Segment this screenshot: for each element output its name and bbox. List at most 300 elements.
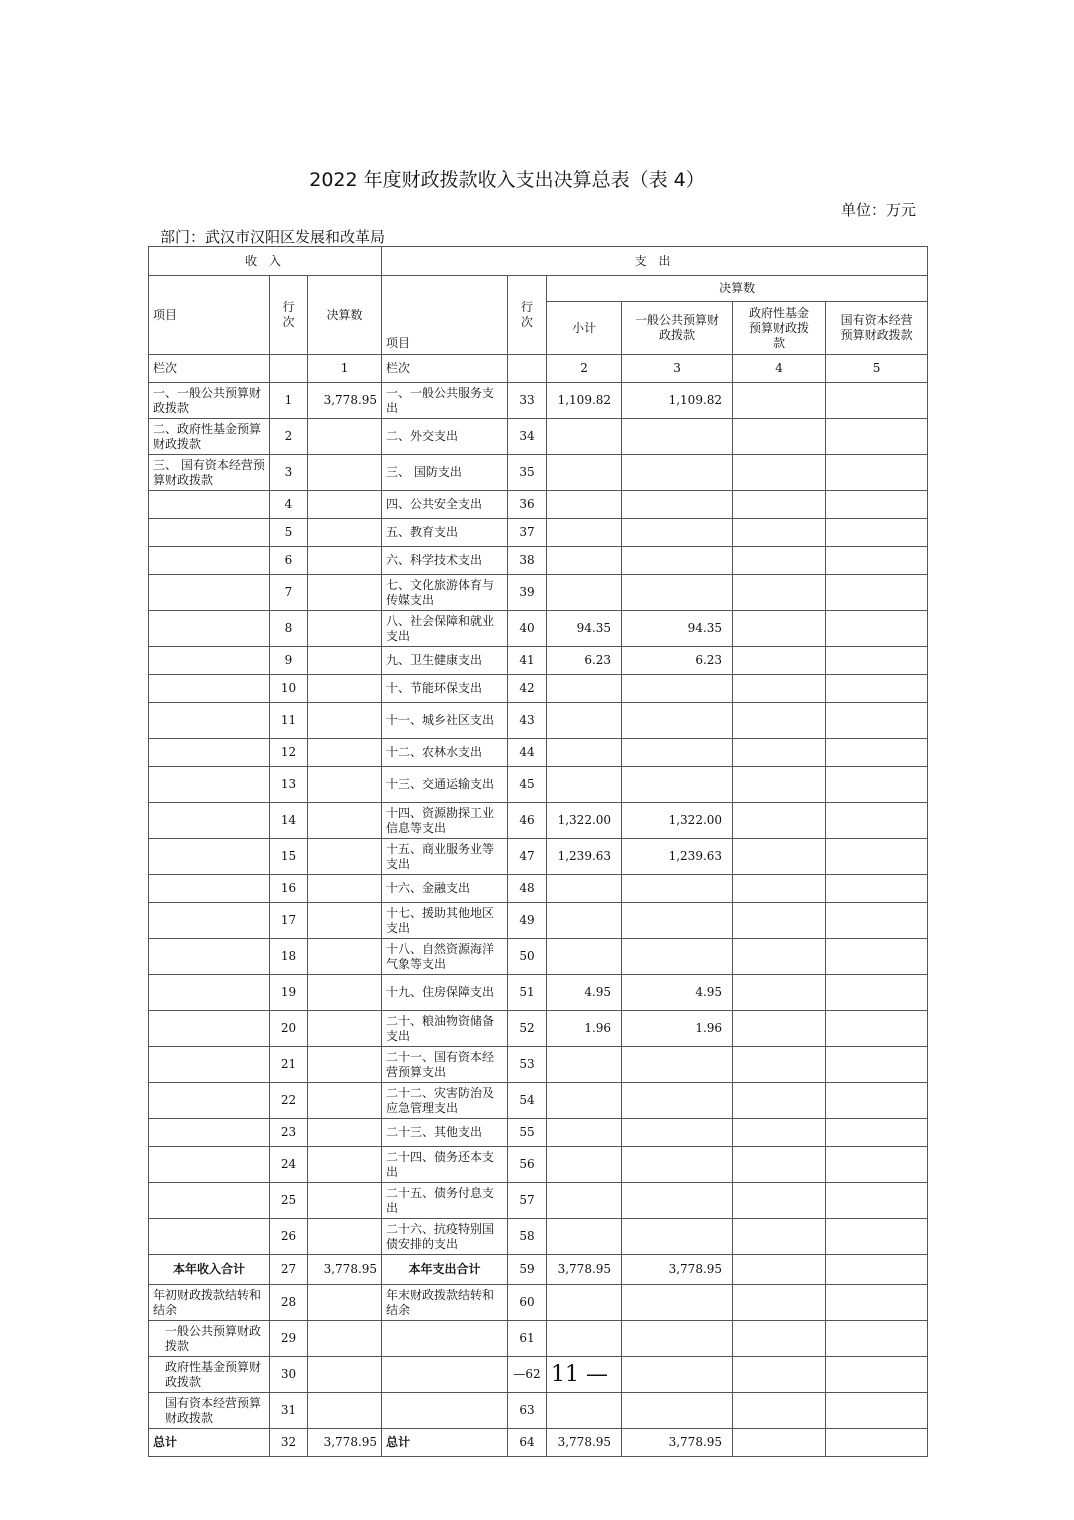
income-item bbox=[149, 939, 270, 975]
empty-cell bbox=[308, 1357, 382, 1393]
income-row-no: 13 bbox=[270, 767, 308, 803]
column-number-row bbox=[149, 355, 928, 383]
state-capital-amount bbox=[826, 875, 928, 903]
expenditure-item: 二十、粮油物资储备支出 bbox=[382, 1011, 508, 1047]
income-amount bbox=[308, 703, 382, 739]
income-amount bbox=[308, 575, 382, 611]
expenditure-row-no: 52 bbox=[508, 1011, 547, 1047]
income-amount bbox=[308, 875, 382, 903]
expenditure-row-no: 57 bbox=[508, 1183, 547, 1219]
table-row bbox=[149, 1047, 928, 1083]
income-row-no: 17 bbox=[270, 903, 308, 939]
state-capital-amount bbox=[826, 839, 928, 875]
general-budget-amount bbox=[622, 739, 733, 767]
empty-cell bbox=[622, 1285, 733, 1321]
income-item bbox=[149, 675, 270, 703]
empty-cell bbox=[733, 1285, 826, 1321]
income-item bbox=[149, 611, 270, 647]
expenditure-carry-item bbox=[382, 1321, 508, 1357]
expenditure-row-no: 42 bbox=[508, 675, 547, 703]
income-amount-header: 决算数 bbox=[308, 276, 382, 355]
header-row-2 bbox=[149, 276, 928, 302]
income-row-no: 8 bbox=[270, 611, 308, 647]
subtotal-amount bbox=[547, 1083, 622, 1119]
general-budget-amount bbox=[622, 1147, 733, 1183]
expenditure-row-no: 48 bbox=[508, 875, 547, 903]
general-budget-amount bbox=[622, 1219, 733, 1255]
expenditure-carry-row-no: 63 bbox=[508, 1393, 547, 1429]
expenditure-row-no: 53 bbox=[508, 1047, 547, 1083]
col-number-3: 3 bbox=[622, 355, 733, 383]
gov-fund-amount bbox=[733, 739, 826, 767]
general-budget-amount: 1,109.82 bbox=[622, 383, 733, 419]
carry-over-row bbox=[149, 1321, 928, 1357]
general-budget-amount bbox=[622, 491, 733, 519]
empty-cell bbox=[733, 1429, 826, 1457]
empty-cell bbox=[826, 1255, 928, 1285]
grand-total-row bbox=[149, 1429, 928, 1457]
state-capital-amount bbox=[826, 975, 928, 1011]
gov-fund-amount bbox=[733, 1183, 826, 1219]
expenditure-grand-total-general: 3,778.95 bbox=[622, 1429, 733, 1457]
income-carry-item: 一般公共预算财政拨款 bbox=[149, 1321, 270, 1357]
expenditure-row-no: 55 bbox=[508, 1119, 547, 1147]
col-number-2: 2 bbox=[547, 355, 622, 383]
income-item bbox=[149, 1011, 270, 1047]
income-row-no: 12 bbox=[270, 739, 308, 767]
state-capital-amount bbox=[826, 1147, 928, 1183]
income-row-no: 24 bbox=[270, 1147, 308, 1183]
expenditure-grand-total-label: 总计 bbox=[382, 1429, 508, 1457]
subtotal-amount bbox=[547, 491, 622, 519]
final-accounts-table bbox=[148, 246, 928, 1457]
income-item bbox=[149, 875, 270, 903]
expenditure-row-no: 36 bbox=[508, 491, 547, 519]
income-row-no: 23 bbox=[270, 1119, 308, 1147]
expenditure-row-no: 51 bbox=[508, 975, 547, 1011]
state-capital-amount bbox=[826, 903, 928, 939]
final-amount-group-header: 决算数 bbox=[547, 276, 928, 302]
subtotal-amount bbox=[547, 675, 622, 703]
unit-label: 单位：万元 bbox=[840, 201, 916, 219]
expenditure-row-no: 33 bbox=[508, 383, 547, 419]
state-capital-amount bbox=[826, 383, 928, 419]
expenditure-carry-item: 年末财政拨款结转和结余 bbox=[382, 1285, 508, 1321]
expenditure-grand-total-subtotal: 3,778.95 bbox=[547, 1429, 622, 1457]
gov-fund-amount bbox=[733, 1119, 826, 1147]
table-row bbox=[149, 903, 928, 939]
subtotal-amount bbox=[547, 455, 622, 491]
empty-cell bbox=[547, 1321, 622, 1357]
table-row bbox=[149, 1083, 928, 1119]
empty-cell bbox=[826, 1429, 928, 1457]
state-capital-amount bbox=[826, 519, 928, 547]
income-amount bbox=[308, 611, 382, 647]
income-carry-item: 国有资本经营预算财政拨款 bbox=[149, 1393, 270, 1429]
income-row-no: 10 bbox=[270, 675, 308, 703]
income-item bbox=[149, 1147, 270, 1183]
expenditure-row-no: 40 bbox=[508, 611, 547, 647]
subtotal-amount bbox=[547, 767, 622, 803]
gov-fund-amount bbox=[733, 1147, 826, 1183]
subtotal-amount bbox=[547, 1119, 622, 1147]
col-label: 栏次 bbox=[382, 355, 508, 383]
subtotal-amount: 1,239.63 bbox=[547, 839, 622, 875]
income-item bbox=[149, 839, 270, 875]
gov-fund-amount bbox=[733, 803, 826, 839]
income-carry-item: 年初财政拨款结转和结余 bbox=[149, 1285, 270, 1321]
table-row bbox=[149, 739, 928, 767]
general-budget-amount bbox=[622, 675, 733, 703]
expenditure-row-no: 56 bbox=[508, 1147, 547, 1183]
income-header: 收 入 bbox=[149, 247, 382, 276]
income-item: 一、一般公共预算财政拨款 bbox=[149, 383, 270, 419]
expenditure-item: 六、科学技术支出 bbox=[382, 547, 508, 575]
carry-over-row bbox=[149, 1285, 928, 1321]
empty-cell bbox=[622, 1357, 733, 1393]
income-row-no: 21 bbox=[270, 1047, 308, 1083]
income-item bbox=[149, 1083, 270, 1119]
expenditure-row-no: 45 bbox=[508, 767, 547, 803]
subtotal-amount bbox=[547, 519, 622, 547]
expenditure-row-no: 34 bbox=[508, 419, 547, 455]
state-capital-amount bbox=[826, 703, 928, 739]
general-budget-amount bbox=[622, 875, 733, 903]
expenditure-row-no: 47 bbox=[508, 839, 547, 875]
income-row-no: 6 bbox=[270, 547, 308, 575]
gov-fund-amount bbox=[733, 383, 826, 419]
gov-fund-amount bbox=[733, 839, 826, 875]
income-carry-row-no: 29 bbox=[270, 1321, 308, 1357]
subtotal-amount bbox=[547, 1219, 622, 1255]
subtotal-header: 小计 bbox=[547, 302, 622, 355]
table-row bbox=[149, 875, 928, 903]
empty-cell bbox=[733, 1393, 826, 1429]
expenditure-row-no: 49 bbox=[508, 903, 547, 939]
expenditure-carry-row-no: —62 bbox=[508, 1357, 547, 1393]
gov-fund-amount bbox=[733, 975, 826, 1011]
expenditure-item-header: 项目 bbox=[382, 276, 508, 355]
state-capital-amount bbox=[826, 1119, 928, 1147]
subtotal-amount bbox=[547, 575, 622, 611]
table-row bbox=[149, 647, 928, 675]
expenditure-row-no: 50 bbox=[508, 939, 547, 975]
general-budget-amount: 94.35 bbox=[622, 611, 733, 647]
gov-fund-header: 政府性基金预算财政拨款 bbox=[733, 302, 826, 355]
income-amount bbox=[308, 1083, 382, 1119]
gov-fund-amount bbox=[733, 703, 826, 739]
gov-fund-amount bbox=[733, 1047, 826, 1083]
income-item bbox=[149, 519, 270, 547]
general-budget-amount bbox=[622, 1183, 733, 1219]
income-row-no: 11 bbox=[270, 703, 308, 739]
income-grand-total-label: 总计 bbox=[149, 1429, 270, 1457]
income-row-no: 9 bbox=[270, 647, 308, 675]
income-amount bbox=[308, 491, 382, 519]
totals-row bbox=[149, 1255, 928, 1285]
page-number: 11 — bbox=[551, 1361, 609, 1387]
expenditure-row-no: 35 bbox=[508, 455, 547, 491]
income-item bbox=[149, 975, 270, 1011]
expenditure-item: 九、卫生健康支出 bbox=[382, 647, 508, 675]
expenditure-row-no: 44 bbox=[508, 739, 547, 767]
income-row-no-header: 行次 bbox=[270, 276, 308, 355]
income-amount bbox=[308, 839, 382, 875]
income-row-no: 25 bbox=[270, 1183, 308, 1219]
expenditure-item: 二十六、抗疫特别国债安排的支出 bbox=[382, 1219, 508, 1255]
income-amount bbox=[308, 1183, 382, 1219]
subtotal-amount: 1.96 bbox=[547, 1011, 622, 1047]
income-row-no: 1 bbox=[270, 383, 308, 419]
income-amount bbox=[308, 975, 382, 1011]
expenditure-item: 十二、农林水支出 bbox=[382, 739, 508, 767]
expenditure-item: 十八、自然资源海洋气象等支出 bbox=[382, 939, 508, 975]
income-amount bbox=[308, 547, 382, 575]
col-number-1: 1 bbox=[308, 355, 382, 383]
empty-cell bbox=[308, 1393, 382, 1429]
income-amount: 3,778.95 bbox=[308, 383, 382, 419]
general-budget-amount: 1.96 bbox=[622, 1011, 733, 1047]
income-amount bbox=[308, 1219, 382, 1255]
state-capital-amount bbox=[826, 803, 928, 839]
table-row bbox=[149, 519, 928, 547]
income-row-no: 14 bbox=[270, 803, 308, 839]
empty-cell bbox=[733, 1255, 826, 1285]
expenditure-item: 七、文化旅游体育与传媒支出 bbox=[382, 575, 508, 611]
income-row-no: 7 bbox=[270, 575, 308, 611]
table-row bbox=[149, 675, 928, 703]
income-row-no: 3 bbox=[270, 455, 308, 491]
income-grand-total-amount: 3,778.95 bbox=[308, 1429, 382, 1457]
gov-fund-amount bbox=[733, 767, 826, 803]
income-carry-row-no: 28 bbox=[270, 1285, 308, 1321]
subtotal-amount bbox=[547, 703, 622, 739]
income-item bbox=[149, 767, 270, 803]
income-total-amount: 3,778.95 bbox=[308, 1255, 382, 1285]
empty-cell bbox=[547, 1285, 622, 1321]
table-row bbox=[149, 575, 928, 611]
income-amount bbox=[308, 1147, 382, 1183]
empty-cell bbox=[826, 1321, 928, 1357]
expenditure-total-general: 3,778.95 bbox=[622, 1255, 733, 1285]
subtotal-amount bbox=[547, 1147, 622, 1183]
empty-cell bbox=[308, 1321, 382, 1357]
subtotal-amount: 6.23 bbox=[547, 647, 622, 675]
income-item bbox=[149, 547, 270, 575]
subtotal-amount bbox=[547, 739, 622, 767]
expenditure-item: 二十五、债务付息支出 bbox=[382, 1183, 508, 1219]
state-capital-amount bbox=[826, 611, 928, 647]
general-budget-amount bbox=[622, 575, 733, 611]
expenditure-row-no: 39 bbox=[508, 575, 547, 611]
state-capital-amount bbox=[826, 455, 928, 491]
subtotal-amount bbox=[547, 419, 622, 455]
general-budget-amount bbox=[622, 939, 733, 975]
general-budget-amount bbox=[622, 455, 733, 491]
subtotal-amount bbox=[547, 939, 622, 975]
income-amount bbox=[308, 1047, 382, 1083]
table-row bbox=[149, 1147, 928, 1183]
expenditure-item: 二十二、灾害防治及应急管理支出 bbox=[382, 1083, 508, 1119]
income-item bbox=[149, 1183, 270, 1219]
income-amount bbox=[308, 647, 382, 675]
empty-cell bbox=[547, 1393, 622, 1429]
state-capital-amount bbox=[826, 575, 928, 611]
empty-cell bbox=[270, 355, 308, 383]
state-capital-amount bbox=[826, 767, 928, 803]
table-row bbox=[149, 491, 928, 519]
expenditure-item: 十七、援助其他地区支出 bbox=[382, 903, 508, 939]
subtotal-amount: 1,109.82 bbox=[547, 383, 622, 419]
expenditure-item: 一、一般公共服务支出 bbox=[382, 383, 508, 419]
income-item bbox=[149, 1047, 270, 1083]
empty-cell bbox=[733, 1357, 826, 1393]
income-item: 二、政府性基金预算财政拨款 bbox=[149, 419, 270, 455]
general-budget-amount bbox=[622, 1047, 733, 1083]
subtotal-amount bbox=[547, 875, 622, 903]
expenditure-item: 五、教育支出 bbox=[382, 519, 508, 547]
income-carry-item: 政府性基金预算财政拨款 bbox=[149, 1357, 270, 1393]
income-amount bbox=[308, 1119, 382, 1147]
income-row-no: 19 bbox=[270, 975, 308, 1011]
empty-cell bbox=[826, 1357, 928, 1393]
expenditure-item: 八、社会保障和就业支出 bbox=[382, 611, 508, 647]
table-row bbox=[149, 611, 928, 647]
table-row bbox=[149, 383, 928, 419]
table-row bbox=[149, 803, 928, 839]
income-carry-row-no: 30 bbox=[270, 1357, 308, 1393]
gov-fund-amount bbox=[733, 455, 826, 491]
expenditure-row-no: 37 bbox=[508, 519, 547, 547]
table-row bbox=[149, 975, 928, 1011]
expenditure-row-no: 54 bbox=[508, 1083, 547, 1119]
income-item bbox=[149, 1219, 270, 1255]
gov-fund-amount bbox=[733, 519, 826, 547]
income-amount bbox=[308, 419, 382, 455]
expenditure-total-label: 本年支出合计 bbox=[382, 1255, 508, 1285]
page-number-cell bbox=[547, 1357, 622, 1393]
income-amount bbox=[308, 767, 382, 803]
income-row-no: 15 bbox=[270, 839, 308, 875]
income-item-header: 项目 bbox=[149, 276, 270, 355]
expenditure-item: 四、公共安全支出 bbox=[382, 491, 508, 519]
income-amount bbox=[308, 519, 382, 547]
subtotal-amount bbox=[547, 1183, 622, 1219]
expenditure-item: 十三、交通运输支出 bbox=[382, 767, 508, 803]
empty-cell bbox=[622, 1321, 733, 1357]
income-row-no: 4 bbox=[270, 491, 308, 519]
general-budget-amount bbox=[622, 547, 733, 575]
table-row bbox=[149, 419, 928, 455]
income-row-no: 5 bbox=[270, 519, 308, 547]
empty-cell bbox=[826, 1285, 928, 1321]
income-amount bbox=[308, 739, 382, 767]
general-budget-amount bbox=[622, 1119, 733, 1147]
state-capital-header: 国有资本经营预算财政拨款 bbox=[826, 302, 928, 355]
income-row-no: 2 bbox=[270, 419, 308, 455]
income-item bbox=[149, 1119, 270, 1147]
income-row-no: 26 bbox=[270, 1219, 308, 1255]
state-capital-amount bbox=[826, 547, 928, 575]
general-budget-amount bbox=[622, 903, 733, 939]
expenditure-carry-row-no: 60 bbox=[508, 1285, 547, 1321]
expenditure-row-no: 46 bbox=[508, 803, 547, 839]
expenditure-row-no: 43 bbox=[508, 703, 547, 739]
gov-fund-amount bbox=[733, 419, 826, 455]
expenditure-header: 支 出 bbox=[382, 247, 928, 276]
gov-fund-amount bbox=[733, 1011, 826, 1047]
expenditure-carry-item bbox=[382, 1357, 508, 1393]
empty-cell bbox=[508, 355, 547, 383]
table-row bbox=[149, 939, 928, 975]
income-amount bbox=[308, 803, 382, 839]
subtotal-amount: 94.35 bbox=[547, 611, 622, 647]
general-budget-amount: 4.95 bbox=[622, 975, 733, 1011]
expenditure-item: 三、 国防支出 bbox=[382, 455, 508, 491]
col-number-5: 5 bbox=[826, 355, 928, 383]
state-capital-amount bbox=[826, 491, 928, 519]
general-budget-amount: 1,239.63 bbox=[622, 839, 733, 875]
gov-fund-amount bbox=[733, 1219, 826, 1255]
table-row bbox=[149, 767, 928, 803]
income-row-no: 18 bbox=[270, 939, 308, 975]
table-row bbox=[149, 1219, 928, 1255]
income-carry-row-no: 31 bbox=[270, 1393, 308, 1429]
gov-fund-amount bbox=[733, 575, 826, 611]
table-row bbox=[149, 455, 928, 491]
income-amount bbox=[308, 903, 382, 939]
col-number-4: 4 bbox=[733, 355, 826, 383]
table-row bbox=[149, 1011, 928, 1047]
general-budget-amount: 1,322.00 bbox=[622, 803, 733, 839]
income-item bbox=[149, 491, 270, 519]
expenditure-total-row-no: 59 bbox=[508, 1255, 547, 1285]
expenditure-item: 十五、商业服务业等支出 bbox=[382, 839, 508, 875]
gov-fund-amount bbox=[733, 903, 826, 939]
expenditure-item: 二十四、债务还本支出 bbox=[382, 1147, 508, 1183]
subtotal-amount bbox=[547, 1047, 622, 1083]
income-total-row-no: 27 bbox=[270, 1255, 308, 1285]
income-row-no: 22 bbox=[270, 1083, 308, 1119]
state-capital-amount bbox=[826, 675, 928, 703]
expenditure-row-no: 58 bbox=[508, 1219, 547, 1255]
subtotal-amount bbox=[547, 547, 622, 575]
gov-fund-amount bbox=[733, 675, 826, 703]
subtotal-amount bbox=[547, 903, 622, 939]
income-total-label: 本年收入合计 bbox=[149, 1255, 270, 1285]
income-item bbox=[149, 703, 270, 739]
empty-cell bbox=[826, 1393, 928, 1429]
state-capital-amount bbox=[826, 939, 928, 975]
expenditure-item: 十四、资源勘探工业信息等支出 bbox=[382, 803, 508, 839]
expenditure-total-subtotal: 3,778.95 bbox=[547, 1255, 622, 1285]
state-capital-amount bbox=[826, 647, 928, 675]
department-label: 部门：武汉市汉阳区发展和改革局 bbox=[160, 228, 386, 246]
gov-fund-amount bbox=[733, 647, 826, 675]
empty-cell bbox=[308, 1285, 382, 1321]
empty-cell bbox=[733, 1321, 826, 1357]
table-row bbox=[149, 1119, 928, 1147]
table-row bbox=[149, 547, 928, 575]
income-item bbox=[149, 575, 270, 611]
income-amount bbox=[308, 939, 382, 975]
expenditure-item: 十九、住房保障支出 bbox=[382, 975, 508, 1011]
gov-fund-amount bbox=[733, 611, 826, 647]
income-item: 三、 国有资本经营预算财政拨款 bbox=[149, 455, 270, 491]
carry-over-row bbox=[149, 1357, 928, 1393]
table-row bbox=[149, 703, 928, 739]
gov-fund-amount bbox=[733, 491, 826, 519]
